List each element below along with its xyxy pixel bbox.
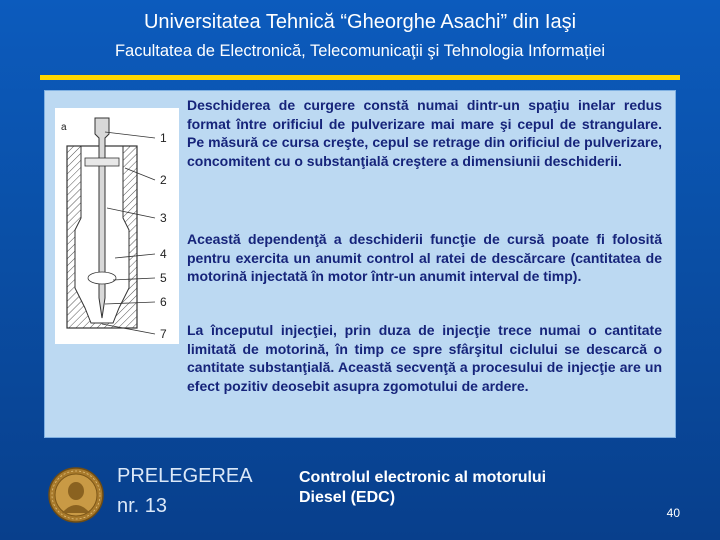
callout-7: 7 <box>160 327 167 341</box>
pressure-chamber <box>88 272 116 284</box>
course-topic <box>299 468 659 508</box>
callout-2: 2 <box>160 173 167 187</box>
page-number: 40 <box>666 506 680 520</box>
nozzle-diagram <box>55 108 179 344</box>
callout-6: 6 <box>160 295 167 309</box>
paragraph-flow-opening: Deschiderea de curgere constă numai dintr-un spaţiu inelar redus format între orificiul de pulverizare mai mare şi cepul de strangulare. Pe măsură ce cursa creşte, cepul se retrage din orificiul de pulverizare, concomitent cu o substanţială creştere a dimensiunii deschiderii. <box>187 97 662 169</box>
callout-3: 3 <box>160 211 167 225</box>
figure-panel-label: a <box>61 122 67 133</box>
university-medal-logo <box>48 467 104 523</box>
nozzle-needle <box>95 118 109 318</box>
paragraph-injection-sequence: La începutul injecţiei, prin duza de injecţie trece numai o cantitate limitată de motorină, în timp ce spre sfârşitul ciclului se descarcă o cantitate substanţială. Această secvenţă a procesului de injecţie are un efect pozitiv deosebit asupra zgomotului de ardere. <box>187 322 662 394</box>
lecture-number <box>117 461 297 521</box>
callout-4: 4 <box>160 247 167 261</box>
topic-line-2: Diesel (EDC) <box>299 489 396 506</box>
faculty-subtitle: Facultatea de Electronică, Telecomunicaţii şi Tehnologia Informației <box>114 42 606 60</box>
paragraph-stroke-dependence: Această dependenţă a deschiderii funcţie de cursă poate fi folosită pentru exercita un anumit control al ratei de descărcare (cantitatea de motorină injectată în motor într-un anumit interval de timp). <box>187 231 662 284</box>
lecture-label: PRELEGEREA <box>117 465 253 487</box>
callout-5: 5 <box>160 271 167 285</box>
university-title: Universitatea Tehnică “Gheorghe Asachi” din Iaşi <box>143 11 577 33</box>
topic-line-1: Controlul electronic al motorului <box>299 469 547 486</box>
needle-collar <box>85 158 119 166</box>
callout-1: 1 <box>160 131 167 145</box>
title-divider <box>40 75 680 80</box>
lecture-index: nr. 13 <box>117 495 168 517</box>
